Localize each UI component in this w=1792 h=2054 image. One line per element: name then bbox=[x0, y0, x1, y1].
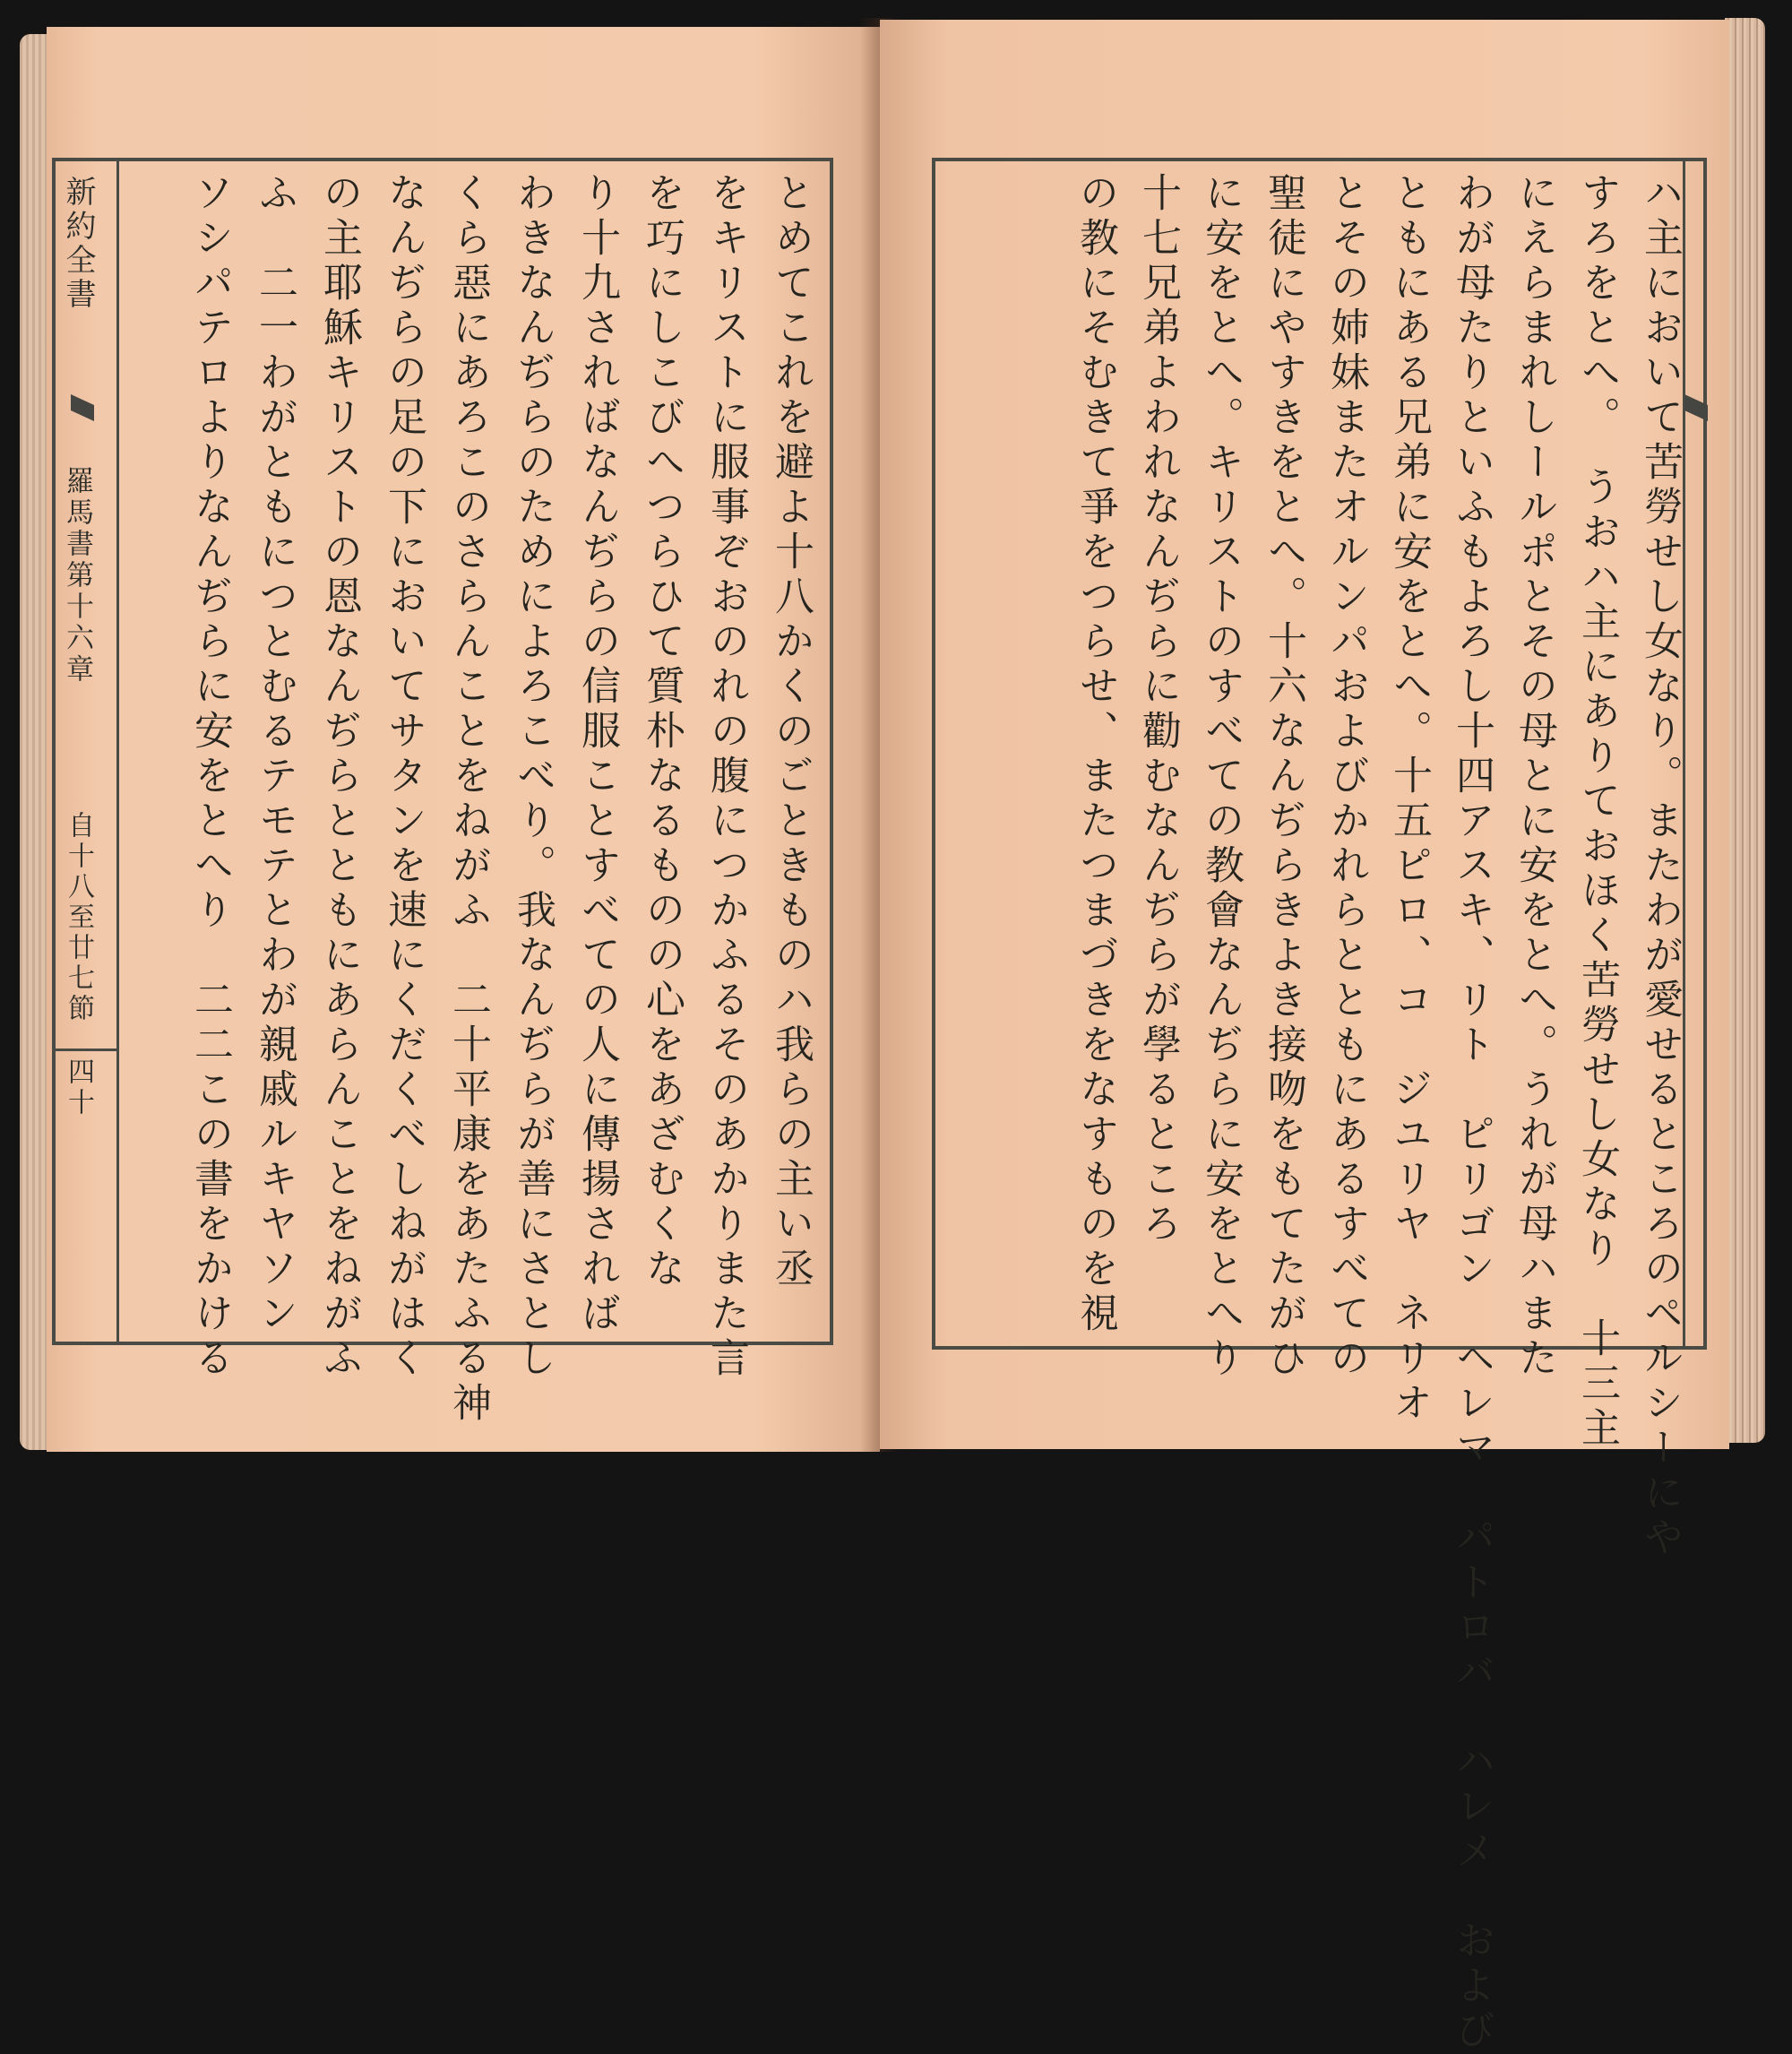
left-margin-rule bbox=[116, 158, 119, 1345]
text-column: ハ主において苦勞せし女なり。またわが愛せるところのペルシーにや bbox=[1637, 172, 1683, 1561]
text-column: ふ 二一わがともにつとむるテモテとわが親戚ルキヤソン bbox=[252, 172, 297, 1337]
right-margin-rule bbox=[1683, 158, 1685, 1350]
text-column: とその姉妹またオルンパおよびかれらとともにあるすべての bbox=[1323, 172, 1369, 1382]
text-column: 聖徒にやすきをとへ。十六なんぢらきよき接吻をもてたがひ bbox=[1261, 172, 1306, 1382]
running-title: 新約全書 bbox=[60, 176, 96, 312]
text-column: くら惡にあろこのさらんことをねがふ 二十平康をあたふる神 bbox=[445, 172, 491, 1427]
text-column: ともにある兄弟に安をとへ。十五ピロ、コ ジユリヤ ネリオ bbox=[1386, 172, 1432, 1427]
text-column: わきなんぢらのためによろこべり。我なんぢらが善にさとし bbox=[510, 172, 556, 1382]
text-column: り十九さればなんぢらの信服ことすべての人に傳揚されば bbox=[574, 172, 620, 1337]
text-column: とめてこれを避よ十八かくのごときものハ我らの主い丞 bbox=[768, 172, 814, 1292]
text-column: なんぢらの足の下においてサタンを速にくだくべしねがはく bbox=[381, 172, 426, 1382]
verse-range: 自十八至廿七節 bbox=[63, 811, 94, 1024]
page-number-rule bbox=[54, 1049, 116, 1051]
text-column: ソシパテロよりなんぢらに安をとへり 二二この書をかける bbox=[187, 172, 233, 1382]
text-column: の教にそむきて爭をつらせ、またつまづきをなすものを視 bbox=[1073, 172, 1118, 1337]
text-column: をキリストに服事ぞおのれの腹につかふるそのあかりまた言 bbox=[703, 172, 749, 1382]
page-number: 四十 bbox=[63, 1057, 94, 1118]
text-column: すろをとへ。 うおハ主にありておほく苦勞せし女なり 十三主 bbox=[1574, 172, 1620, 1452]
text-column: を巧にしこびへつらひて質朴なるものの心をあざむくな bbox=[639, 172, 685, 1292]
text-column: 十七兄弟よわれなんぢらに勸むなんぢらが學るところ bbox=[1135, 172, 1181, 1247]
text-column: に安をとへ。キリストのすべての教會なんぢらに安をとへり bbox=[1198, 172, 1244, 1382]
text-column: の主耶穌キリストの恩なんぢらとともにあらんことをねがふ bbox=[316, 172, 362, 1382]
chapter-heading: 羅馬書第十六章 bbox=[61, 466, 93, 686]
text-column: にえらまれしールポとその母とに安をとへ。うれが母ハまた bbox=[1512, 172, 1557, 1382]
text-column: わが母たりといふもよろし十四アスキ、リト ピリゴン ヘレマ パトロバ ハレメ および bbox=[1449, 172, 1495, 2054]
right-page-edges bbox=[1725, 18, 1765, 1443]
